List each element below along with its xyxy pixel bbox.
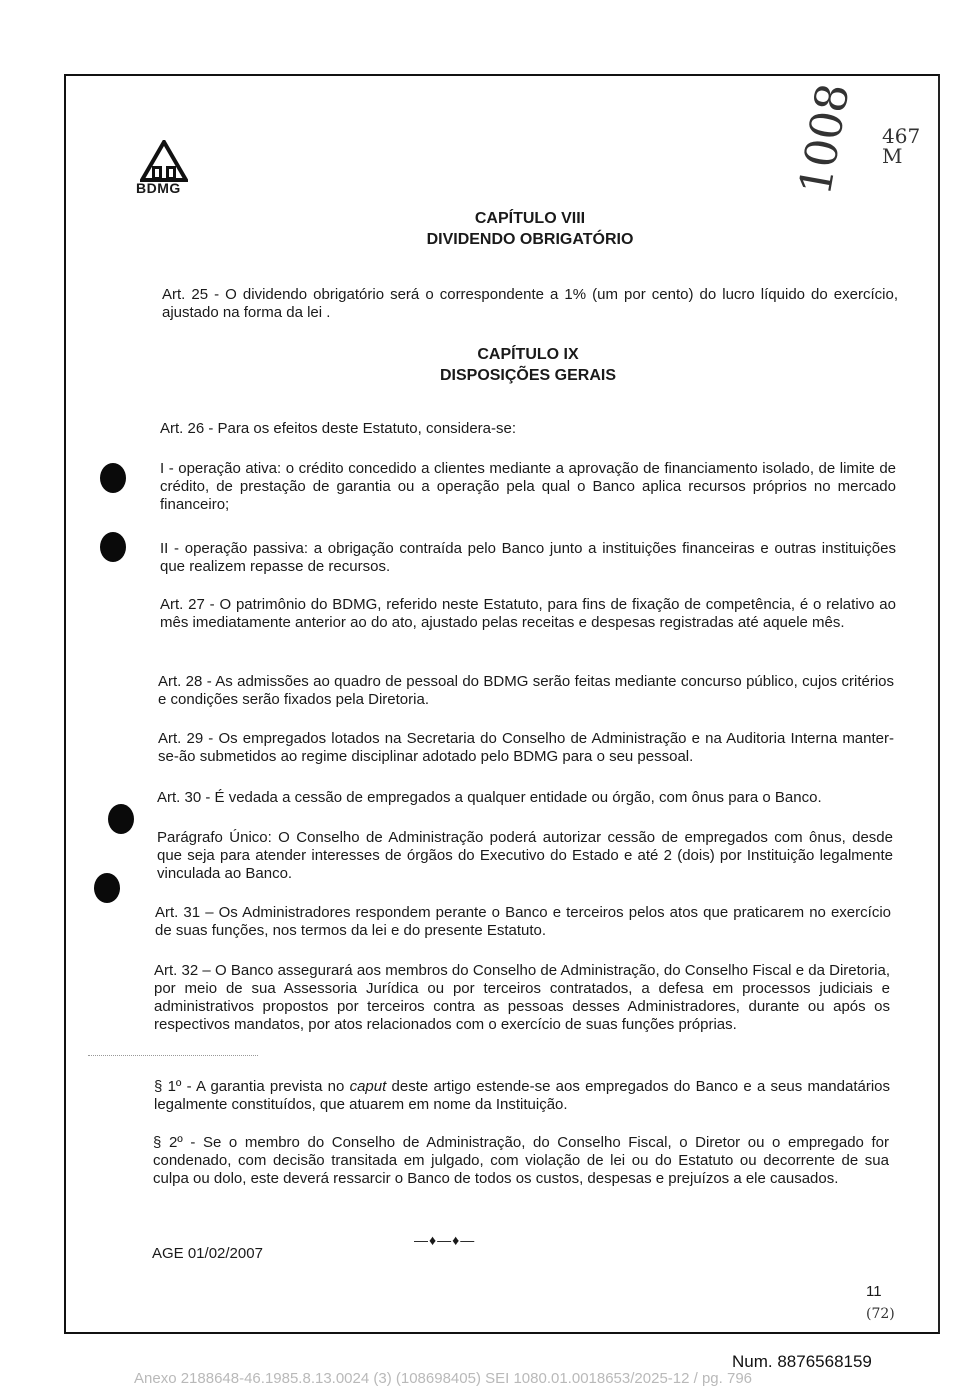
art-32-p1-before: § 1º - A garantia prevista no — [154, 1078, 350, 1095]
art-26: Art. 26 - Para os efeitos deste Estatuto, considera-se: — [160, 420, 517, 437]
art-31: Art. 31 – Os Administradores respondem perante o Banco e terceiros pelos atos que praticarem no exercício de suas funções, nos termos da lei e do presente Estatuto. — [155, 904, 891, 939]
bdmg-triangle-logo-icon — [140, 140, 188, 182]
art-30-paragraph: Parágrafo Único: O Conselho de Administração poderá autorizar cessão de empregados com ônus, desde que seja para atender interesses de órgãos do Executivo do Estado e até 2 (dois) por Instituição legalmente vinculada ao Banco. — [157, 829, 893, 882]
document-number: Num. 8876568159 — [732, 1352, 872, 1371]
chapter-9-subtitle: DISPOSIÇÕES GERAIS — [439, 367, 617, 384]
art-29: Art. 29 - Os empregados lotados na Secretaria do Conselho de Administração e na Auditoria Interna manter-se-ão submetidos ao regime disciplinar adotado pelo BDMG para o seu pessoal. — [158, 730, 894, 765]
margin-dotted-rule — [88, 1055, 258, 1056]
art-32-p1-after: deste artigo estende-se aos empregados do Banco e a seus mandatários legalmente constituídos, que atuarem em nome da Instituição. — [154, 1078, 891, 1113]
art-32-paragraph-2: § 2º - Se o membro do Conselho de Administração, do Conselho Fiscal, o Diretor ou o empregado for condenado, com decisão transitada em julgado, com violação de lei ou do Estatuto ou decorrente de sua culpa ou dolo, este deverá ressarcir o Banco de todos os custos, despesas e prejuízos a ele causados. — [153, 1134, 889, 1187]
punch-hole — [100, 463, 126, 493]
chapter-8-subtitle: DIVIDENDO OBRIGATÓRIO — [426, 231, 634, 248]
chapter-9-heading — [98, 344, 958, 386]
page-number: 11 — [866, 1283, 882, 1300]
art-26-item-1: I - operação ativa: o crédito concedido a clientes mediante a aprovação de financiamento isolado, de limite de crédito, de prestação de garantia ou a operação pela qual o Banco aplica recursos próprios no mercado financeiro; — [160, 460, 896, 513]
art-26-item-2: II - operação passiva: a obrigação contraída pelo Banco junto a instituições financeiras e outras instituições que realizem repasse de recursos. — [160, 540, 896, 575]
section-separator: —♦—♦— — [414, 1232, 476, 1248]
chapter-8-title: CAPÍTULO VIII — [474, 210, 586, 227]
handwritten-page-mark: 467 M — [882, 124, 921, 168]
art-25: Art. 25 - O dividendo obrigatório será o correspondente a 1% (um por cento) do lucro líquido do exercício, ajustado na forma da lei . — [162, 286, 898, 321]
handwritten-stamp-number: 1008 — [790, 79, 860, 199]
art-32-p1-italic: caput — [349, 1078, 387, 1095]
logo-text: BDMG — [136, 180, 181, 196]
art-28: Art. 28 - As admissões ao quadro de pessoal do BDMG serão feitas mediante concurso público, cujos critérios e condições serão fixados pela Diretoria. — [158, 673, 894, 708]
annex-reference: Anexo 2188648-46.1985.8.13.0024 (3) (108698405) SEI 1080.01.0018653/2025-12 / pg. 796 — [134, 1370, 753, 1387]
chapter-9-title: CAPÍTULO IX — [477, 346, 579, 363]
art-32: Art. 32 – O Banco assegurará aos membros do Conselho de Administração, do Conselho Fiscal e da Diretoria, por meio de sua Assessoria Jurídica ou por terceiros contratados, a defesa em processos judiciais e administrativos propostos por terceiros contra as pessoas desses Administradores, durante ou após os respectivos mandatos, por atos relacionados com o exercício de suas funções próprias. — [154, 962, 890, 1033]
art-27: Art. 27 - O patrimônio do BDMG, referido neste Estatuto, para fins de fixação de competência, é o relativo ao mês imediatamente anterior ao do ato, ajustado pelas receitas e despesas registradas até aquele mês. — [160, 596, 896, 631]
art-32-paragraph-1 — [154, 1078, 890, 1114]
art-30: Art. 30 - É vedada a cessão de empregados a qualquer entidade ou órgão, com ônus para o Banco. — [157, 789, 822, 806]
punch-hole — [94, 873, 120, 903]
handwritten-corner-mark: (72) — [866, 1306, 895, 1322]
bdmg-logo — [136, 140, 192, 196]
punch-hole — [100, 532, 126, 562]
footer-age-date: AGE 01/02/2007 — [152, 1245, 263, 1262]
punch-hole — [108, 804, 134, 834]
chapter-8-heading — [100, 208, 960, 250]
